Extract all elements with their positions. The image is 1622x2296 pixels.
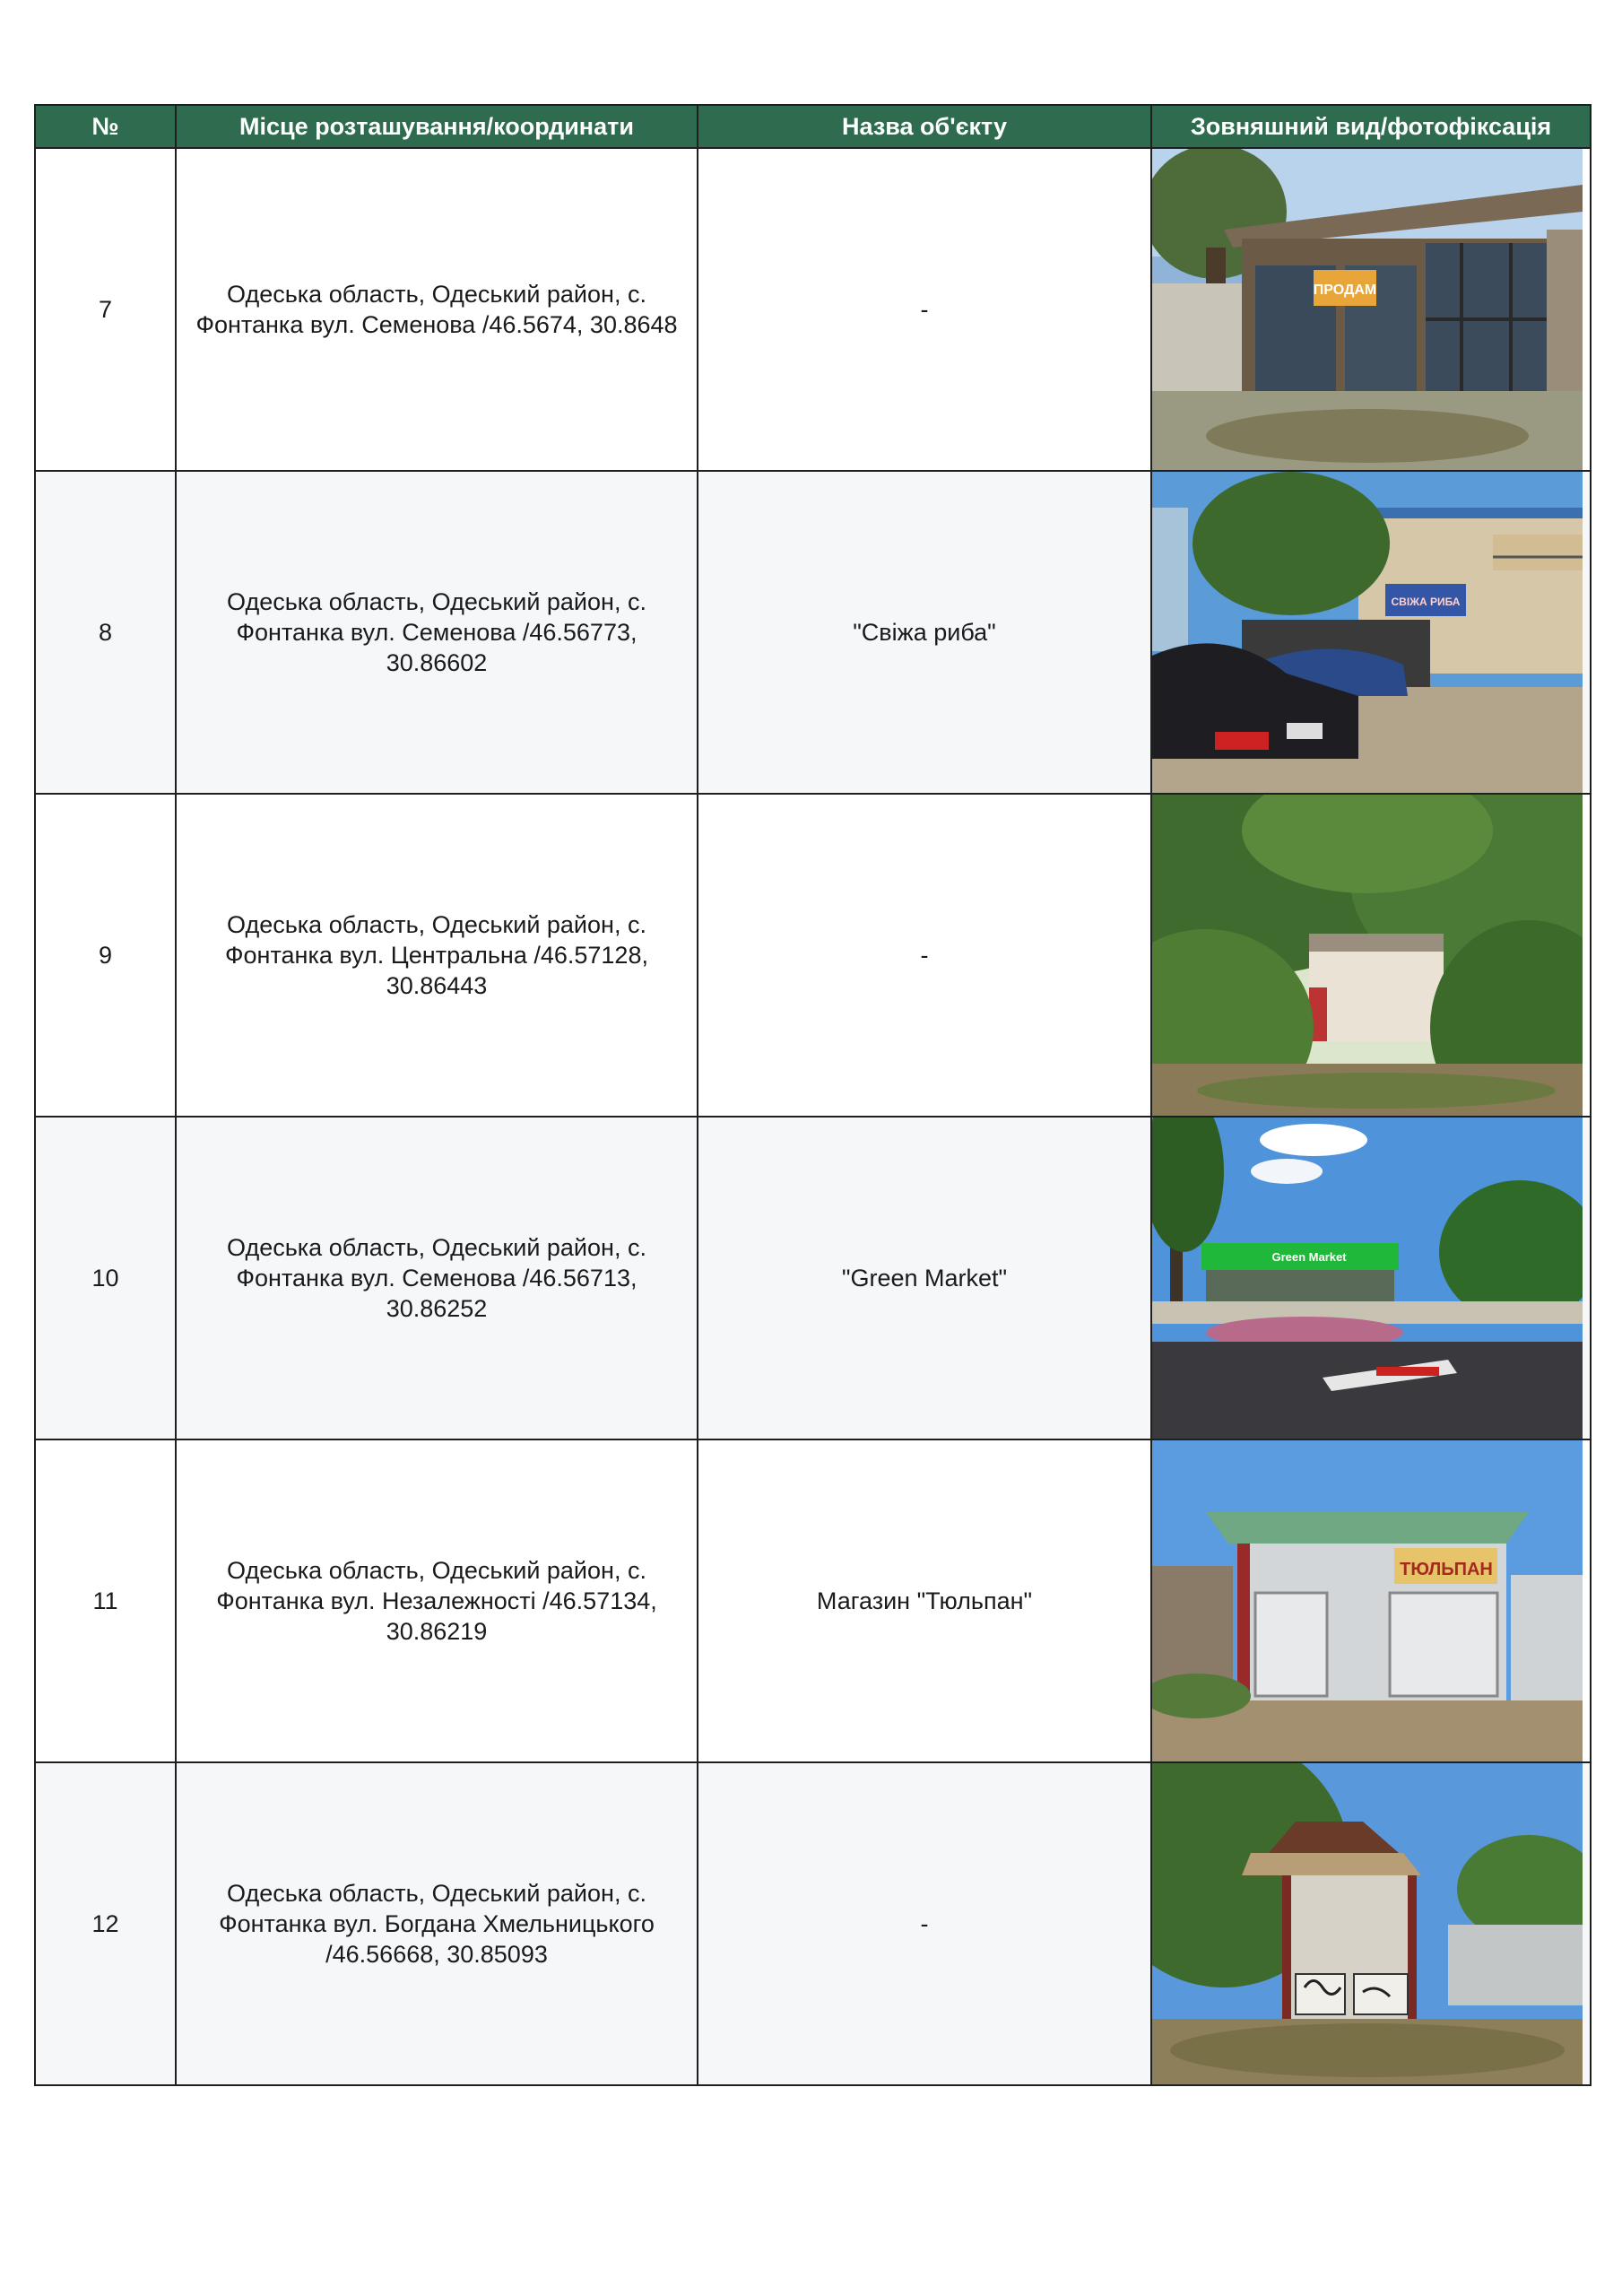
table-row xyxy=(35,794,1591,1117)
row-number: 11 xyxy=(35,1439,176,1762)
row-name: - xyxy=(698,148,1151,471)
row-name: - xyxy=(698,794,1151,1117)
row-location: Одеська область, Одеський район, с. Фонтанка вул. Центральна /46.57128, 30.86443 xyxy=(176,794,698,1117)
row-name: Магазин "Тюльпан" xyxy=(698,1439,1151,1762)
row-number: 12 xyxy=(35,1762,176,2085)
row-photo-cell xyxy=(1151,1439,1591,1762)
photo-sign: Green Market xyxy=(1271,1250,1347,1264)
header-location: Місце розташування/координати xyxy=(176,105,698,148)
photo-metal-kiosk xyxy=(1152,1440,1583,1761)
row-photo-cell xyxy=(1151,1117,1591,1439)
table-header-row xyxy=(35,105,1591,148)
photo-glass-pavilion xyxy=(1152,149,1583,470)
row-number: 8 xyxy=(35,471,176,794)
row-location: Одеська область, Одеський район, с. Фонтанка вул. Семенова /46.5674, 30.8648 xyxy=(176,148,698,471)
header-number: № xyxy=(35,105,176,148)
row-photo-cell xyxy=(1151,148,1591,471)
table-row xyxy=(35,148,1591,471)
row-photo-cell xyxy=(1151,1762,1591,2085)
photo-green-market xyxy=(1152,1118,1583,1439)
table-row xyxy=(35,1117,1591,1439)
row-name: "Green Market" xyxy=(698,1117,1151,1439)
photo-overgrown-kiosk xyxy=(1152,795,1583,1116)
table-row xyxy=(35,471,1591,794)
row-name: "Свіжа риба" xyxy=(698,471,1151,794)
photo-graffiti-kiosk xyxy=(1152,1763,1583,2084)
table-row xyxy=(35,1762,1591,2085)
row-name: - xyxy=(698,1762,1151,2085)
photo-sign: ТЮЛЬПАН xyxy=(1400,1560,1493,1579)
photo-sign: ПРОДАМ xyxy=(1313,283,1377,298)
row-location: Одеська область, Одеський район, с. Фонтанка вул. Семенова /46.56713, 30.86252 xyxy=(176,1117,698,1439)
row-location: Одеська область, Одеський район, с. Фонтанка вул. Семенова /46.56773, 30.86602 xyxy=(176,471,698,794)
row-number: 10 xyxy=(35,1117,176,1439)
header-photo: Зовняшний вид/фотофіксація xyxy=(1151,105,1591,148)
row-location: Одеська область, Одеський район, с. Фонтанка вул. Незалежності /46.57134, 30.86219 xyxy=(176,1439,698,1762)
objects-table xyxy=(34,104,1592,2086)
row-photo-cell xyxy=(1151,794,1591,1117)
table-row xyxy=(35,1439,1591,1762)
photo-sign: СВІЖА РИБА xyxy=(1391,596,1461,608)
row-photo-cell xyxy=(1151,471,1591,794)
row-number: 9 xyxy=(35,794,176,1117)
photo-parking-shop xyxy=(1152,472,1583,793)
row-location: Одеська область, Одеський район, с. Фонтанка вул. Богдана Хмельницького /46.56668, 30.85093 xyxy=(176,1762,698,2085)
header-name: Назва об'єкту xyxy=(698,105,1151,148)
row-number: 7 xyxy=(35,148,176,471)
